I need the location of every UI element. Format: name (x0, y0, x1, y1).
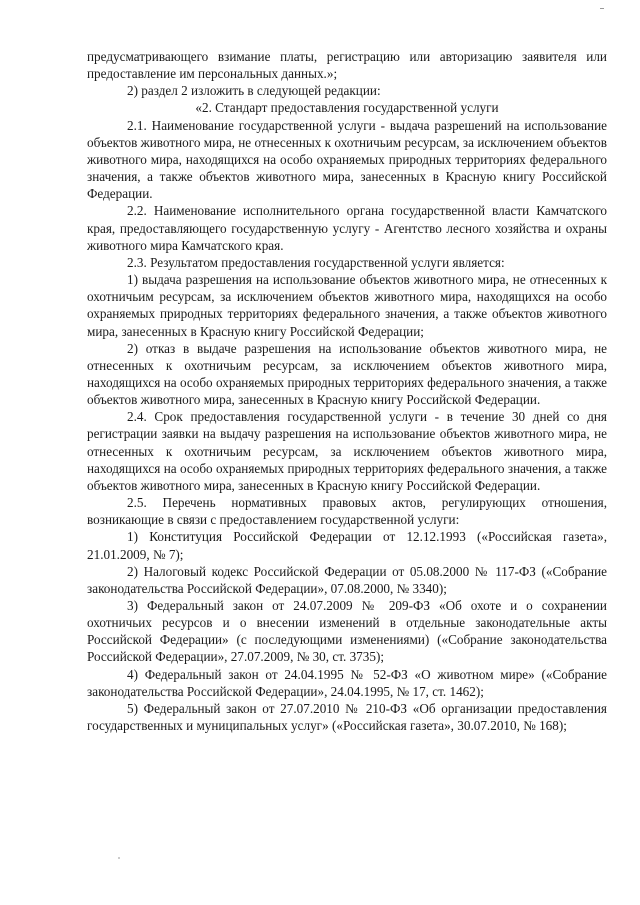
paragraph-2-5-item-4: 4) Федеральный закон от 24.04.1995 № 52-ФЗ «О животном мире» («Собрание законодательства Российской Федерации», 24.04.1995, № 17, ст. 1462); (87, 666, 607, 699)
paragraph-2-3-item-2: 2) отказ в выдаче разрешения на использование объектов животного мира, не отнесенных к охотничьим ресурсам, за исключением объектов животного мира, находящихся на особо охраняемых природных территориях федерального значения, а также объектов животного мира, занесенных в Красную книгу Российской Федерации. (87, 340, 607, 408)
paragraph-2-5: 2.5. Перечень нормативных правовых актов, регулирующих отношения, возникающие в связи с предоставлением государственной услуги: (87, 495, 607, 528)
paragraph-2-3-item-1: 1) выдача разрешения на использование объектов животного мира, не отнесенных к охотничьим ресурсам, за исключением объектов животного мира, находящихся на особо охраняемых природных территориях федерального значения, а также объектов животного мира, занесенных в Красную книгу Российской Федерации; (87, 272, 607, 339)
paragraph-continuation: предусматривающего взимание платы, регистрацию или авторизацию заявителя или предоставление им персональных данных.»; (87, 49, 607, 82)
paragraph-2-1: 2.1. Наименование государственной услуги - выдача разрешений на использование объектов животного мира, не отнесенных к охотничьим ресурсам, за исключением объектов животного мира, находящихся на особо охраняемых природных территориях федерального значения, а также объектов животного мира, занесенных в Красную книгу Российской Федерации. (87, 117, 607, 202)
paragraph-2-5-item-2: 2) Налоговый кодекс Российской Федерации от 05.08.2000 № 117-ФЗ («Собрание законодательства Российской Федерации», 07.08.2000, № 3340); (87, 563, 607, 596)
paragraph-2-3: 2.3. Результатом предоставления государственной услуги является: (127, 254, 505, 270)
scan-mark (600, 8, 604, 9)
section-heading: «2. Стандарт предоставления государственной услуги (195, 100, 499, 116)
document-body (87, 48, 607, 734)
paragraph-2-2: 2.2. Наименование исполнительного органа государственной власти Камчатского края, предоставляющего государственную услугу - Агентство лесного хозяйства и охраны животного мира Камчатского края. (87, 203, 607, 253)
paragraph-2-5-item-3: 3) Федеральный закон от 24.07.2009 № 209-ФЗ «Об охоте и о сохранении охотничьих ресурсов и о внесении изменений в отдельные законодательные акты Российской Федерации» (с последующими изменениями) («Собрание законодательства Российской Федерации», 27.07.2009, № 30, ст. 3735); (87, 598, 607, 665)
paragraph-2-4: 2.4. Срок предоставления государственной услуги - в течение 30 дней со дня регистрации заявки на выдачу разрешения на использование объектов животного мира, не отнесенных к охотничьим ресурсам, за исключением объектов животного мира, находящихся на особо охраняемых природных территориях федерального значения, а также объектов животного мира, занесенных в Красную книгу Российской Федерации. (87, 409, 607, 493)
scan-dot (118, 857, 120, 859)
paragraph-2-5-item-5: 5) Федеральный закон от 27.07.2010 № 210-ФЗ «Об организации предоставления государственных и муниципальных услуг» («Российская газета», 30.07.2010, № 168); (87, 700, 607, 734)
paragraph-2-5-item-1: 1) Конституция Российской Федерации от 12.12.1993 («Российская газета», 21.01.2009, № 7); (87, 529, 607, 562)
paragraph-amendment-item: 2) раздел 2 изложить в следующей редакции: (127, 83, 381, 99)
